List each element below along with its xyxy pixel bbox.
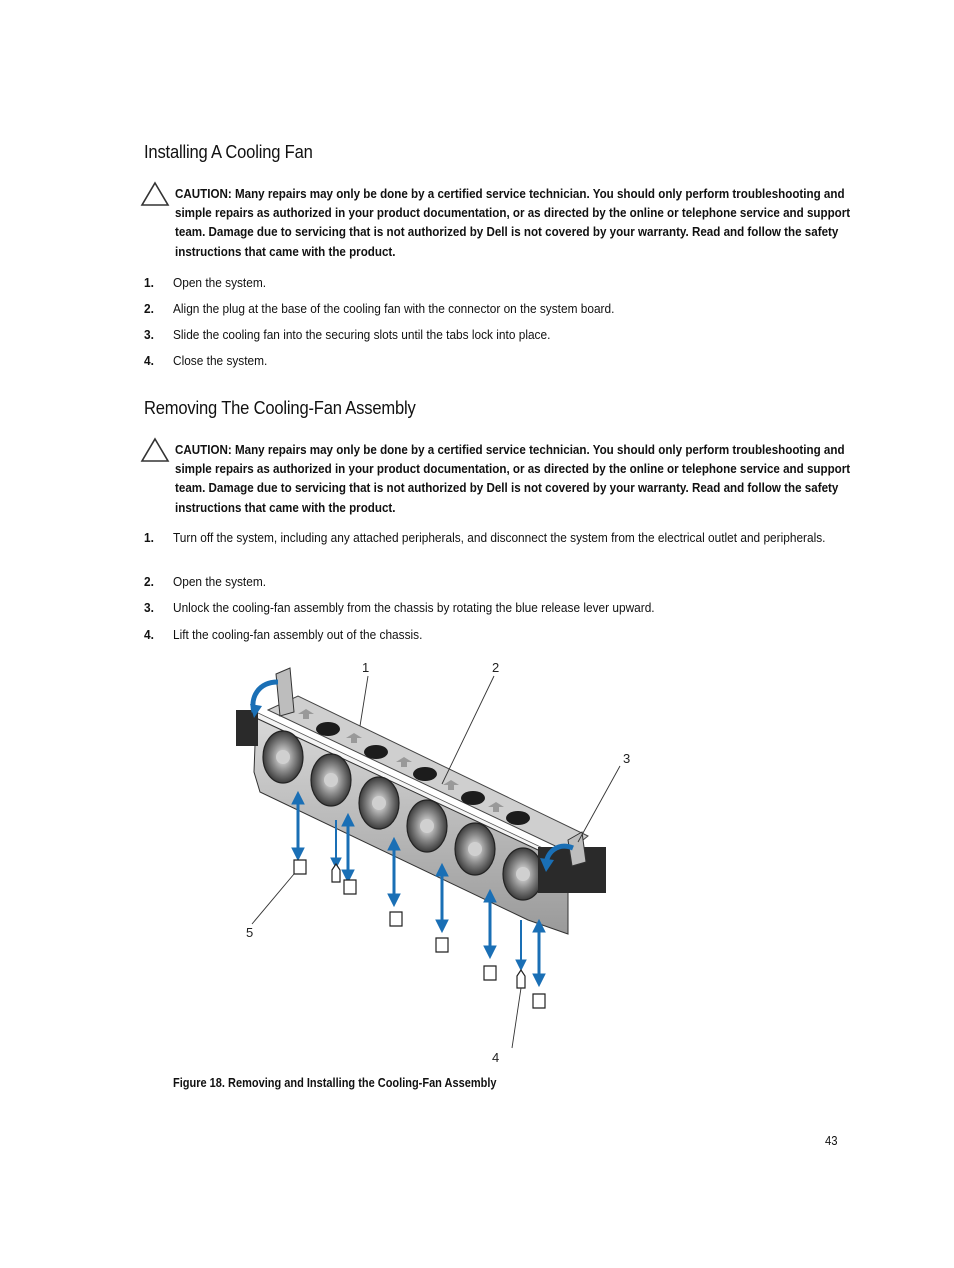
- callout-1: 1: [362, 660, 370, 675]
- step-number: 4.: [144, 627, 154, 642]
- list-item: [144, 326, 844, 352]
- callout-2: 2: [492, 660, 500, 675]
- callout-5: 5: [246, 925, 254, 940]
- list-item: [144, 529, 844, 573]
- step-number: 1.: [144, 275, 154, 290]
- step-text: Turn off the system, including any attached peripherals, and disconnect the system from the electrical outlet and peripherals.: [173, 530, 826, 545]
- section-heading: Removing The Cooling-Fan Assembly: [144, 398, 416, 418]
- step-text: Align the plug at the base of the cooling fan with the connector on the system board.: [173, 301, 615, 316]
- step-text: Unlock the cooling-fan assembly from the chassis by rotating the blue release lever upward.: [173, 600, 655, 615]
- step-number: 2.: [144, 574, 154, 589]
- figure-caption: Figure 18. Removing and Installing the Cooling-Fan Assembly: [173, 1076, 497, 1090]
- steps-list: [144, 274, 844, 378]
- caution-icon: [140, 437, 170, 463]
- list-item: [144, 599, 844, 626]
- page-number: 43: [825, 1134, 838, 1148]
- list-item: [144, 573, 844, 599]
- callout-3: 3: [623, 751, 631, 766]
- section-installing-fan: [144, 142, 851, 368]
- caution-text: CAUTION: Many repairs may only be done by a certified service technician. You should only perform troubleshooting and simple repairs as authorized in your product documentation, or as directed by the online or telephone service and support team. Damage due to servicing that is not authorized by Dell is not covered by your warranty. Read and follow the safety instructions that came with the product.: [175, 442, 851, 515]
- step-number: 4.: [144, 353, 154, 368]
- list-item: [144, 274, 844, 300]
- steps-list: [144, 529, 844, 652]
- step-number: 2.: [144, 301, 154, 316]
- step-text: Slide the cooling fan into the securing slots until the tabs lock into place.: [173, 327, 551, 342]
- callout-4: 4: [492, 1050, 500, 1065]
- list-item: [144, 626, 844, 652]
- caution-icon: [140, 181, 170, 207]
- section-removing-assembly: [144, 398, 851, 642]
- step-number: 1.: [144, 530, 154, 545]
- step-text: Lift the cooling-fan assembly out of the chassis.: [173, 627, 423, 642]
- list-item: [144, 300, 844, 326]
- step-text: Close the system.: [173, 353, 268, 368]
- cooling-fan-assembly-figure: [228, 652, 648, 1067]
- step-number: 3.: [144, 600, 154, 615]
- caution-text: CAUTION: Many repairs may only be done by a certified service technician. You should only perform troubleshooting and simple repairs as authorized in your product documentation, or as directed by the online or telephone service and support team. Damage due to servicing that is not authorized by Dell is not covered by your warranty. Read and follow the safety instructions that came with the product.: [175, 186, 851, 259]
- list-item: [144, 352, 844, 378]
- step-text: Open the system.: [173, 574, 267, 589]
- step-number: 3.: [144, 327, 154, 342]
- step-text: Open the system.: [173, 275, 267, 290]
- section-heading: Installing A Cooling Fan: [144, 142, 313, 162]
